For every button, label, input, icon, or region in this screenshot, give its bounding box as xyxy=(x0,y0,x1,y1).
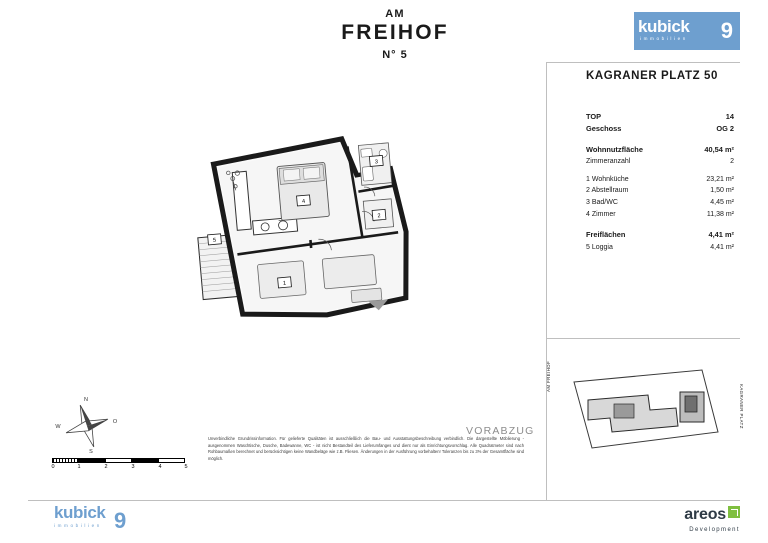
svg-text:5: 5 xyxy=(212,237,217,244)
svg-text:S: S xyxy=(89,449,93,454)
table-spacer xyxy=(586,136,734,145)
title-line-number: N° 5 xyxy=(382,49,408,61)
svg-text:1: 1 xyxy=(282,280,287,287)
logo-suffix: k xyxy=(680,17,690,36)
table-row xyxy=(586,144,734,156)
table-row xyxy=(586,123,734,135)
scale-segment xyxy=(132,459,158,462)
svg-text:N: N xyxy=(84,397,88,403)
title-line-main: FREIHOF xyxy=(341,21,449,44)
svg-text:O: O xyxy=(112,419,118,425)
scale-segment xyxy=(106,459,132,462)
row-label: Geschoss xyxy=(586,124,622,134)
property-address: KAGRANER PLATZ 50 xyxy=(586,70,719,82)
row-value: 2 xyxy=(730,158,734,166)
page-title xyxy=(250,8,540,61)
row-label: 1 Wohnküche xyxy=(586,175,629,183)
footer-logo-wordmark xyxy=(54,504,164,521)
scale-bar xyxy=(52,458,192,478)
svg-text:3: 3 xyxy=(374,159,379,166)
kubic-logo-top xyxy=(632,12,740,52)
svg-text:2: 2 xyxy=(377,213,381,220)
footer-divider xyxy=(28,500,740,501)
row-label: Wohnnutzfläche xyxy=(586,145,643,155)
floorplan-drawing xyxy=(150,120,470,350)
footer-logo-nine: 9 xyxy=(114,508,127,533)
footer-logo-suffix: k xyxy=(96,503,106,522)
scale-tick: 4 xyxy=(158,464,162,470)
table-spacer xyxy=(586,221,734,230)
kubic-logo-footer xyxy=(54,504,164,534)
logo-wordmark xyxy=(638,18,689,35)
row-value: 4,45 m² xyxy=(710,199,734,207)
row-value: 40,54 m² xyxy=(704,145,734,155)
table-row xyxy=(586,111,734,123)
table-row xyxy=(586,209,734,221)
footer-logo-tagline: immobilien xyxy=(54,523,102,528)
areos-tagline: Development xyxy=(689,527,740,533)
street-label-am-freihof: AM FREIHOF xyxy=(546,360,551,392)
row-value: 23,21 m² xyxy=(706,175,734,183)
panel-divider-top xyxy=(546,62,740,63)
table-row xyxy=(586,157,734,169)
table-row xyxy=(586,242,734,254)
unit-info-table xyxy=(586,111,734,254)
row-value: 4,41 m² xyxy=(710,243,734,251)
disclaimer-text: Unverbindliche Grundrissinformation. Für gelieferte Qualitäten ist ausschließlich die Bau- und Ausstattungsbeschreibung verbindlich. Die dargestellte Möblierung - ausgenommen Waschtische, Dusche, Badewanne, WC - ist nicht Bestandteil des Lieferumfanges und dient nur als Einrichtungsvorschlag. Alle Quadratmeter sind nach Rohbaumaßen berechnet und berücksichtigen keine Wandbeläge wie z.B. Fliesen. Änderungen in der Ausführung vorbehalten! Toleranzen bis zu 3% der Gesamtfläche sind möglich. xyxy=(208,436,524,461)
panel-divider-middle xyxy=(546,338,740,339)
table-row xyxy=(586,174,734,186)
logo-tagline: immobilien xyxy=(640,36,688,41)
scale-tick: 2 xyxy=(104,464,108,470)
row-value: OG 2 xyxy=(716,124,734,134)
row-label: Zimmeranzahl xyxy=(586,158,631,166)
row-value: 11,38 m² xyxy=(706,210,734,218)
site-location-map xyxy=(552,360,736,460)
highlighted-unit xyxy=(685,396,697,412)
row-label: 3 Bad/WC xyxy=(586,199,618,207)
logo-name: kubic xyxy=(638,17,681,36)
row-label: Freiflächen xyxy=(586,230,626,240)
compass-rose xyxy=(52,392,122,454)
scale-tick-labels xyxy=(52,464,192,474)
svg-text:W: W xyxy=(55,424,61,430)
scale-tick: 1 xyxy=(77,464,81,470)
scale-bar-segments xyxy=(52,458,185,463)
row-label: TOP xyxy=(586,111,602,121)
street-label-kagraner-platz: KAGRANER PLATZ xyxy=(739,384,744,429)
table-row xyxy=(586,197,734,209)
row-label: 4 Zimmer xyxy=(586,210,616,218)
table-row xyxy=(586,229,734,241)
title-line-am: AM xyxy=(385,8,405,20)
row-value: 14 xyxy=(725,111,734,121)
building-block-center xyxy=(614,404,634,418)
row-label: 5 Loggia xyxy=(586,243,613,251)
bedroom-furniture xyxy=(277,162,330,220)
table-row xyxy=(586,186,734,198)
areos-wordmark: areos xyxy=(684,506,726,523)
row-value: 4,41 m² xyxy=(708,230,734,240)
areos-logo xyxy=(632,506,740,533)
row-value: 1,50 m² xyxy=(710,187,734,195)
scale-tick: 0 xyxy=(51,464,55,470)
panel-divider-vertical xyxy=(546,62,547,500)
footer-logo-name: kubic xyxy=(54,503,97,522)
svg-text:4: 4 xyxy=(301,198,306,205)
row-label: 2 Abstellraum xyxy=(586,187,629,195)
scale-segment xyxy=(159,459,184,462)
scale-segment xyxy=(53,459,79,462)
areos-square-icon xyxy=(728,506,740,518)
scale-tick: 5 xyxy=(184,464,188,470)
draft-watermark: VORABZUG xyxy=(466,425,535,437)
scale-segment xyxy=(79,459,105,462)
scale-tick: 3 xyxy=(131,464,135,470)
logo-nine: 9 xyxy=(720,18,733,43)
